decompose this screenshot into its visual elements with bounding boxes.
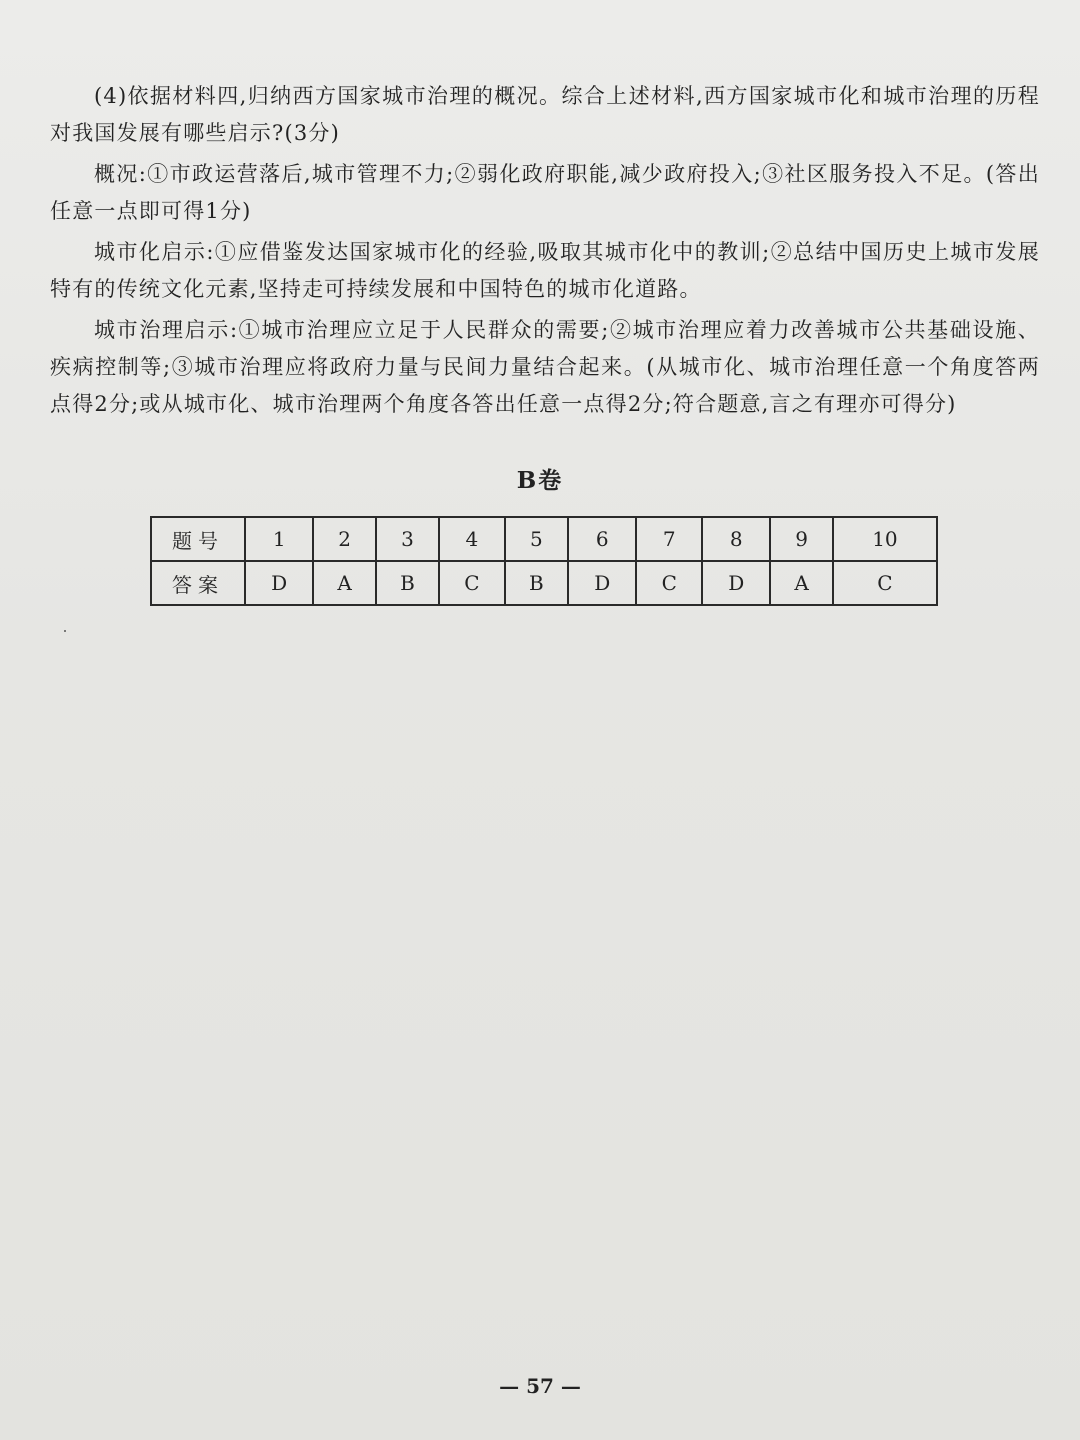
answer-cell: C <box>439 561 505 605</box>
question-number: 6 <box>568 517 636 561</box>
question-number: 1 <box>245 517 313 561</box>
answer-cell: D <box>245 561 313 605</box>
question-number: 3 <box>376 517 439 561</box>
answer-cell: C <box>636 561 702 605</box>
answer-cell: C <box>833 561 937 605</box>
row-header-answer: 答案 <box>151 561 245 605</box>
answer-cell: D <box>568 561 636 605</box>
page-number: — 57 — <box>499 1374 581 1398</box>
question-number: 7 <box>636 517 702 561</box>
answer-cell: D <box>702 561 770 605</box>
section-title: B卷 <box>516 467 564 494</box>
question-number: 5 <box>505 517 568 561</box>
answer-cell: B <box>376 561 439 605</box>
question-number: 8 <box>702 517 770 561</box>
question-number: 4 <box>439 517 505 561</box>
question-4-text: (4)依据材料四,归纳西方国家城市治理的概况。综合上述材料,西方国家城市化和城市治理的历程对我国发展有哪些启示?(3分) <box>50 84 1040 145</box>
answer-cell: B <box>505 561 568 605</box>
question-number: 10 <box>833 517 937 561</box>
stray-mark <box>64 630 66 632</box>
question-number: 9 <box>770 517 832 561</box>
overview-answer: 概况:①市政运营落后,城市管理不力;②弱化政府职能,减少政府投入;③社区服务投入不足。(答出任意一点即可得1分) <box>50 162 1040 223</box>
urbanization-insight: 城市化启示:①应借鉴发达国家城市化的经验,吸取其城市化中的教训;②总结中国历史上城市发展特有的传统文化元素,坚持走可持续发展和中国特色的城市化道路。 <box>50 240 1040 301</box>
governance-insight: 城市治理启示:①城市治理应立足于人民群众的需要;②城市治理应着力改善城市公共基础设施、疾病控制等;③城市治理应将政府力量与民间力量结合起来。(从城市化、城市治理任意一个角度答两点得2分;或从城市化、城市治理两个角度各答出任意一点得2分;符合题意,言之有理亦可得分) <box>50 318 1040 416</box>
answer-key-table <box>150 516 938 606</box>
answer-text <box>50 78 1040 427</box>
row-header-number: 题号 <box>151 517 245 561</box>
question-number-row <box>151 517 937 561</box>
answer-cell: A <box>313 561 375 605</box>
answer-row <box>151 561 937 605</box>
answer-cell: A <box>770 561 832 605</box>
question-number: 2 <box>313 517 375 561</box>
